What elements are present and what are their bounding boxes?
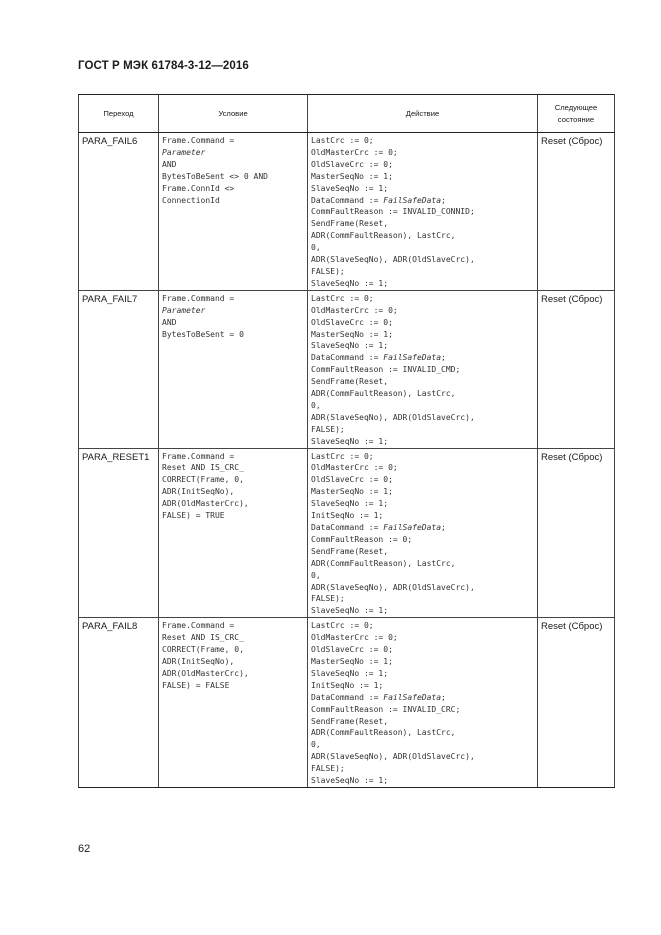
action-text: ADR(SlaveSeqNo), ADR(OldSlaveCrc), [311,255,475,265]
next-state: Reset (Сброс) [538,618,615,788]
action-cell [308,618,538,788]
action-text: OldMasterCrc := 0; [311,463,398,473]
action-text: FALSE); [311,594,345,604]
failsafe-data-value: FailSafeData [383,692,442,702]
action-text: DataCommand := [311,195,384,205]
action-text: ADR(SlaveSeqNo), ADR(OldSlaveCrc), [311,752,475,762]
action-text: LastCrc := 0; [311,293,374,303]
action-text: MasterSeqNo := 1; [311,487,393,497]
action-line [311,668,535,680]
action-text: ADR(CommFaultReason), LastCrc, [311,728,456,738]
action-line [311,218,535,230]
statement-end: ; [441,692,446,702]
action-line [311,546,535,558]
action-text: SendFrame(Reset, [311,546,389,556]
condition-line: Parameter [162,147,206,157]
action-text: DataCommand := [311,692,384,702]
action-text: DataCommand := [311,523,384,532]
action-line [311,558,535,570]
action-text: ADR(CommFaultReason), LastCrc, [311,558,456,568]
failsafe-data-value: FailSafeData [383,353,442,363]
action-text: OldMasterCrc := 0; [311,305,398,315]
header-next-state [538,95,615,133]
next-state: Reset (Сброс) [538,290,615,448]
action-line [311,305,535,317]
action-line [311,424,535,436]
action-line [311,462,535,474]
action-line [311,763,535,775]
condition-cell [159,290,308,448]
action-line [311,171,535,183]
condition-cell [159,618,308,788]
action-line [311,388,535,400]
condition-line: FALSE) = FALSE [162,680,230,690]
header-transition: Переход [79,95,159,133]
condition-line: Frame.Command = [162,621,235,631]
condition-line: CORRECT(Frame, 0, [162,645,244,655]
action-text: CommFaultReason := INVALID_CMD; [311,365,461,375]
action-text: InitSeqNo := 1; [311,511,384,521]
action-line [311,570,535,582]
table-row [79,133,615,291]
table-header-row [79,95,615,133]
action-text: FALSE); [311,266,345,276]
action-line [311,266,535,278]
action-text: 0, [311,400,321,410]
action-text: MasterSeqNo := 1; [311,656,393,666]
action-text: 0, [311,243,321,253]
transition-name: PARA_FAIL7 [79,290,159,448]
action-text: ADR(SlaveSeqNo), ADR(OldSlaveCrc), [311,582,475,592]
condition-line: ADR(InitSeqNo), [162,656,235,666]
action-line [311,278,535,290]
condition-line: ADR(OldMasterCrc), [162,668,249,678]
action-line [311,135,535,147]
transition-name: PARA_RESET1 [79,448,159,618]
condition-line: AND [162,159,177,169]
failsafe-data-value: FailSafeData [383,195,442,205]
condition-line: Parameter [162,305,206,315]
action-cell [308,290,538,448]
table-row [79,290,615,448]
action-text: InitSeqNo := 1; [311,680,384,690]
action-text: SlaveSeqNo := 1; [311,606,389,616]
action-text: ADR(SlaveSeqNo), ADR(OldSlaveCrc), [311,412,475,422]
next-state: Reset (Сброс) [538,448,615,618]
action-line [311,436,535,448]
action-line [311,680,535,692]
action-line [311,486,535,498]
action-line [311,522,535,534]
action-line [311,352,535,364]
action-line [311,498,535,510]
state-transition-table [78,94,615,788]
action-line [311,716,535,728]
action-line [311,582,535,594]
condition-line: Frame.Command = [162,451,235,461]
failsafe-data-value: FailSafeData [383,523,442,532]
action-text: CommFaultReason := INVALID_CONNID; [311,207,475,217]
action-line [311,632,535,644]
condition-line: BytesToBeSent = 0 [162,329,244,339]
action-text: LastCrc := 0; [311,136,374,145]
action-text: CommFaultReason := 0; [311,534,413,544]
action-text: 0, [311,570,321,580]
statement-end: ; [441,353,446,363]
action-line [311,242,535,254]
action-text: SendFrame(Reset, [311,219,389,229]
action-text: SlaveSeqNo := 1; [311,278,389,288]
condition-line: Frame.ConnId <> [162,183,235,193]
action-line [311,692,535,704]
action-line [311,510,535,522]
action-line [311,775,535,787]
action-line [311,376,535,388]
condition-line: Reset AND IS_CRC_ [162,463,244,473]
statement-end: ; [441,195,446,205]
action-line [311,329,535,341]
condition-cell [159,448,308,618]
action-text: FALSE); [311,764,345,774]
action-line [311,254,535,266]
action-line [311,451,535,463]
action-text: OldSlaveCrc := 0; [311,159,393,169]
action-text: SlaveSeqNo := 1; [311,436,389,446]
action-line [311,644,535,656]
document-title: ГОСТ Р МЭК 61784-3-12—2016 [78,60,249,72]
action-text: DataCommand := [311,353,384,363]
condition-line: FALSE) = TRUE [162,511,225,521]
action-line [311,400,535,412]
header-action: Действие [308,95,538,133]
action-text: SlaveSeqNo := 1; [311,668,389,678]
action-text: OldSlaveCrc := 0; [311,317,393,327]
action-line [311,704,535,716]
action-text: OldMasterCrc := 0; [311,633,398,643]
action-line [311,159,535,171]
action-line [311,195,535,207]
action-line [311,656,535,668]
action-cell [308,448,538,618]
action-line [311,340,535,352]
action-line [311,620,535,632]
condition-line: CORRECT(Frame, 0, [162,475,244,485]
action-text: LastCrc := 0; [311,621,374,631]
condition-line: ADR(OldMasterCrc), [162,499,249,509]
condition-cell [159,133,308,291]
action-line [311,593,535,605]
condition-line: Reset AND IS_CRC_ [162,633,244,643]
transition-name: PARA_FAIL8 [79,618,159,788]
action-text: OldSlaveCrc := 0; [311,645,393,655]
action-text: ADR(CommFaultReason), LastCrc, [311,389,456,399]
next-state: Reset (Сброс) [538,133,615,291]
condition-line: AND [162,317,177,327]
action-line [311,230,535,242]
action-line [311,605,535,617]
action-text: MasterSeqNo := 1; [311,329,393,339]
header-next-state-line1: Следующее [554,103,598,112]
condition-line: BytesToBeSent <> 0 AND [162,171,268,181]
condition-line: ADR(InitSeqNo), [162,487,235,497]
action-text: CommFaultReason := INVALID_CRC; [311,704,461,714]
action-text: SlaveSeqNo := 1; [311,499,389,509]
condition-line: Frame.Command = [162,136,235,145]
action-text: 0, [311,740,321,750]
action-line [311,412,535,424]
action-text: LastCrc := 0; [311,451,374,461]
transition-name: PARA_FAIL6 [79,133,159,291]
action-cell [308,133,538,291]
action-text: SlaveSeqNo := 1; [311,341,389,351]
action-line [311,317,535,329]
page-number: 62 [78,843,91,855]
action-line [311,727,535,739]
action-text: SendFrame(Reset, [311,377,389,387]
action-text: SlaveSeqNo := 1; [311,183,389,193]
action-line [311,751,535,763]
action-line [311,206,535,218]
action-line [311,183,535,195]
action-text: SendFrame(Reset, [311,716,389,726]
action-text: MasterSeqNo := 1; [311,171,393,181]
action-text: ADR(CommFaultReason), LastCrc, [311,231,456,241]
action-line [311,739,535,751]
header-condition: Условие [159,95,308,133]
action-line [311,293,535,305]
action-text: OldSlaveCrc := 0; [311,475,393,485]
condition-line: Frame.Command = [162,293,235,303]
action-line [311,474,535,486]
action-text: OldMasterCrc := 0; [311,147,398,157]
table-row [79,618,615,788]
table-row [79,448,615,618]
action-line [311,364,535,376]
action-text: SlaveSeqNo := 1; [311,776,389,786]
condition-line: ConnectionId [162,195,220,205]
header-next-state-line2: состояние [557,114,595,124]
action-line [311,147,535,159]
action-line [311,534,535,546]
statement-end: ; [441,523,446,532]
action-text: FALSE); [311,424,345,434]
